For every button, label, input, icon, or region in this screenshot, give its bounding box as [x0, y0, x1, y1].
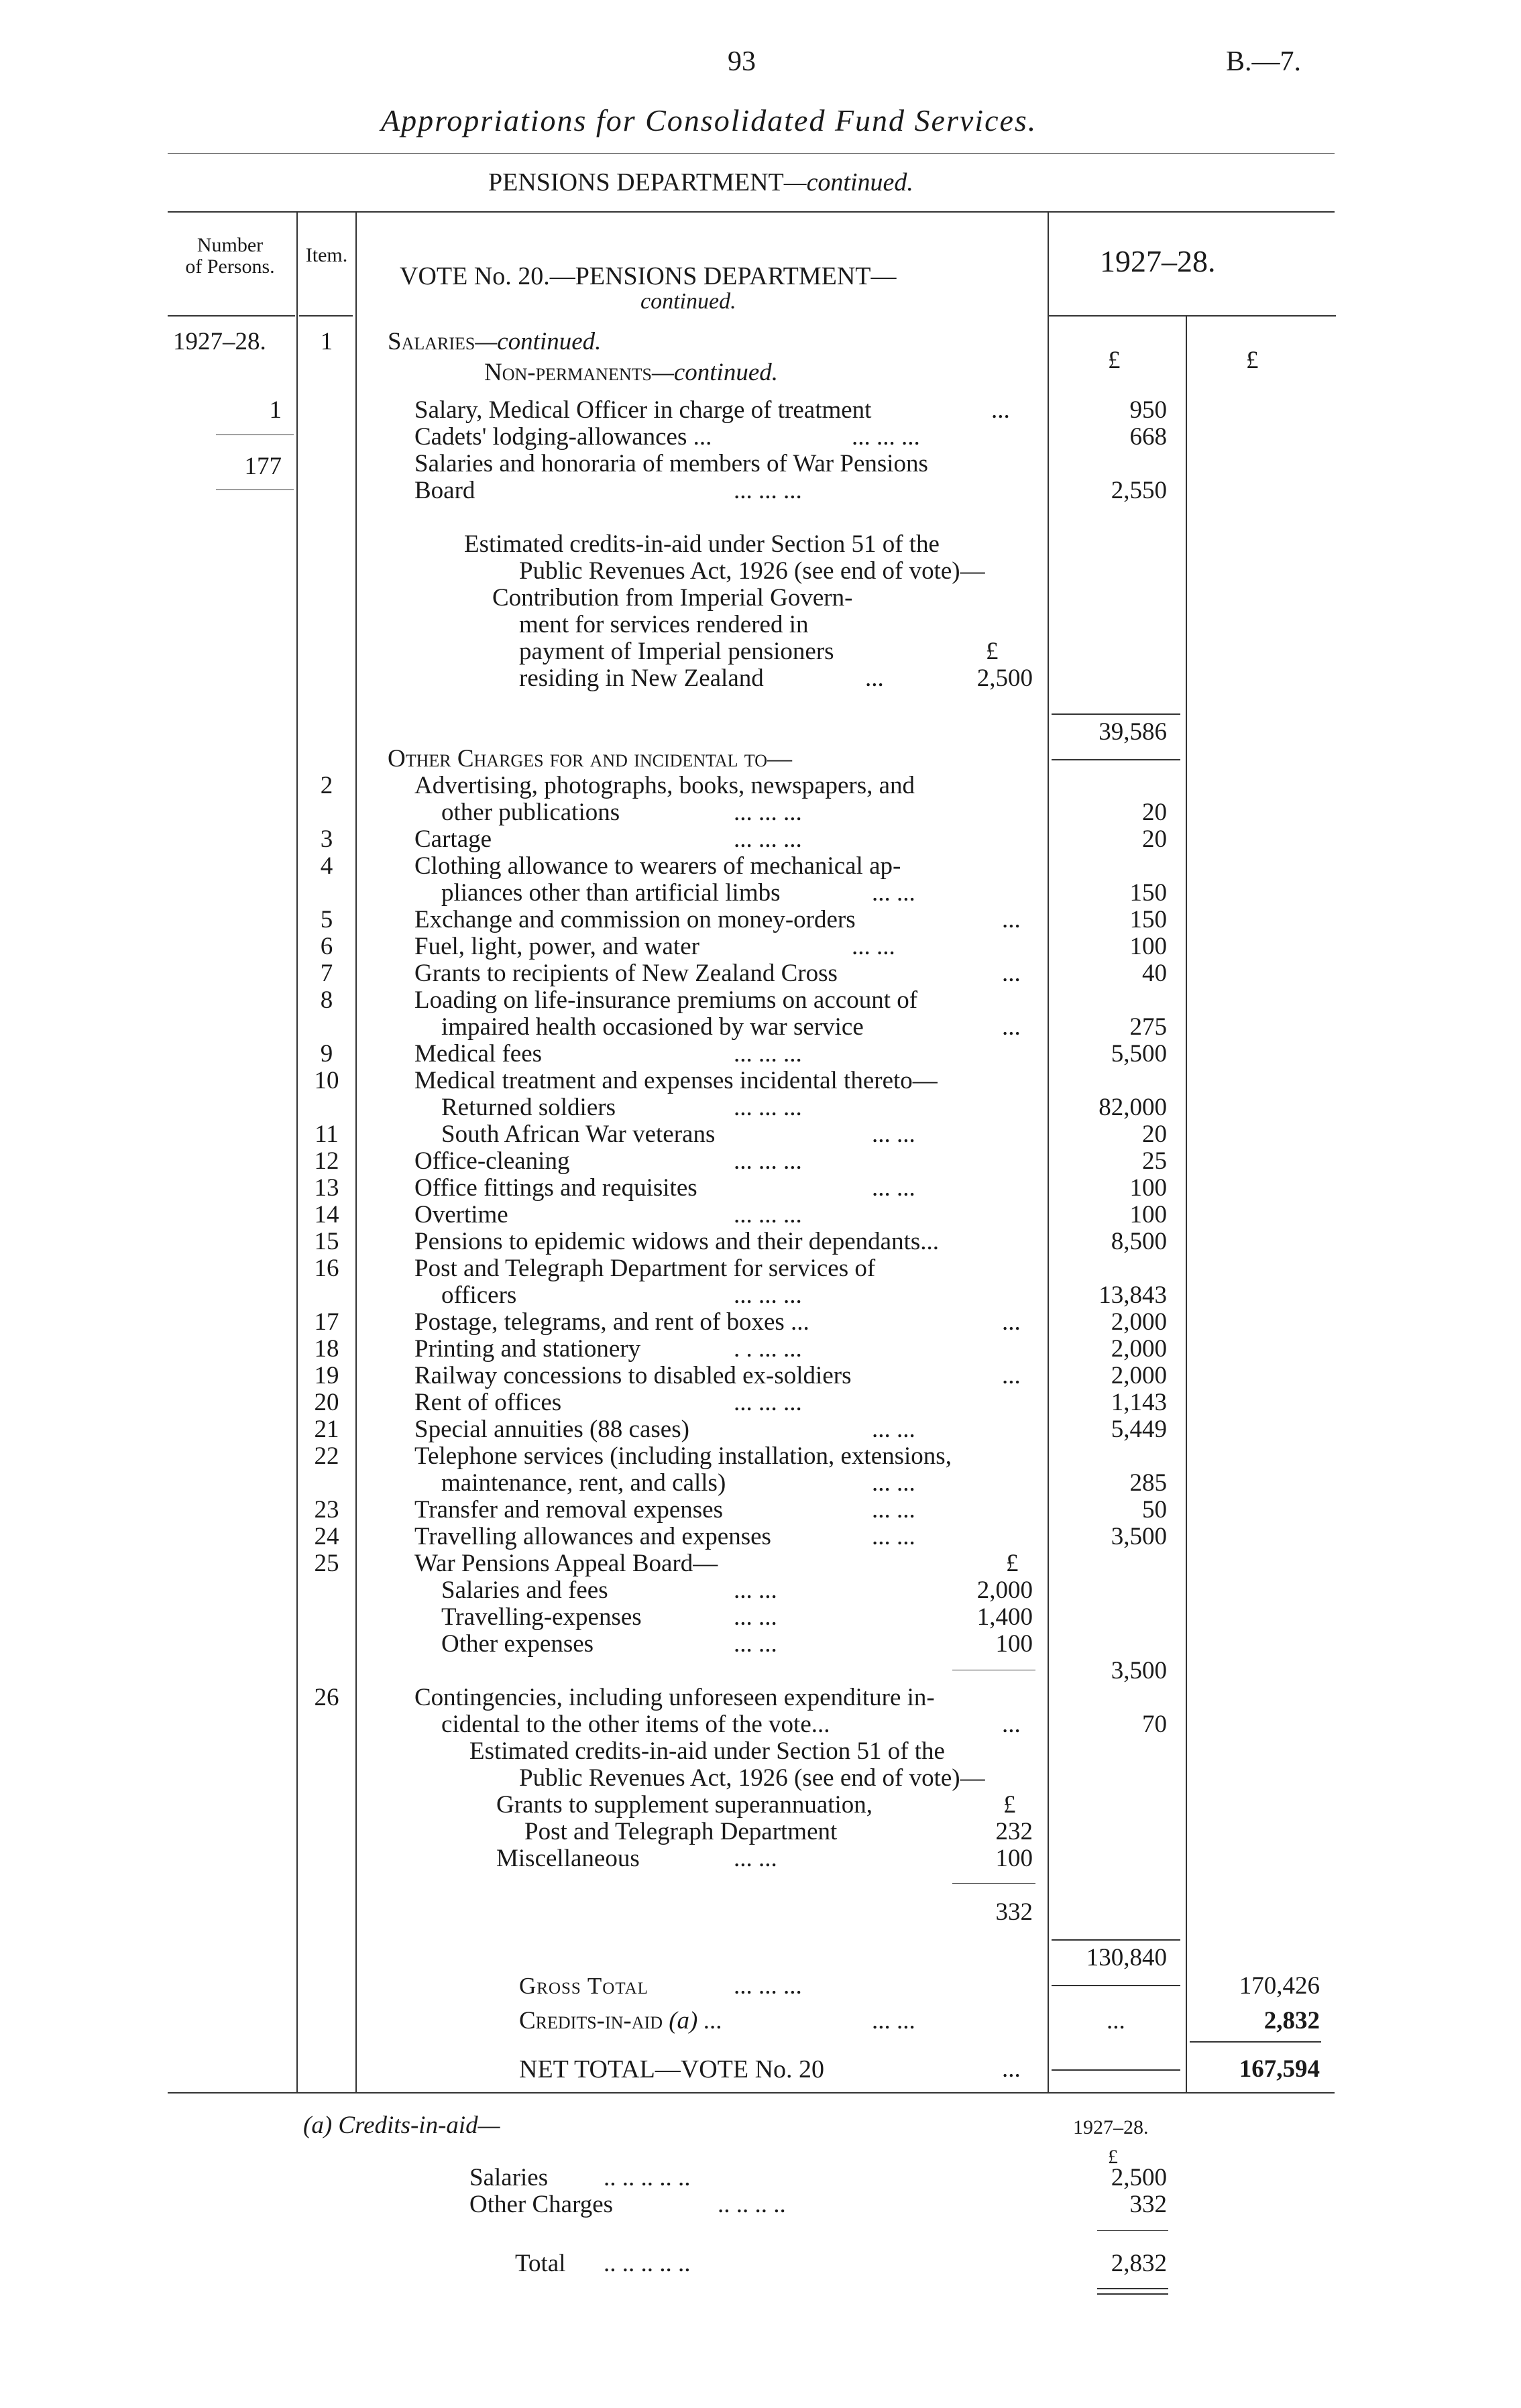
charge-amount: 25	[1142, 1147, 1167, 1175]
contingencies-label: Contingencies, including unforeseen expenditure in-	[414, 1684, 935, 1711]
charge-amount: 100	[1129, 1201, 1167, 1228]
leader-dots: ...	[1002, 1013, 1021, 1041]
leader-dots: ... ...	[872, 2007, 915, 2034]
charge-label: Travelling allowances and expenses	[414, 1523, 771, 1550]
leader-dots: .. .. .. .. ..	[604, 2164, 691, 2191]
item-number: 2	[320, 772, 333, 799]
pound-sign-col1: £	[1108, 347, 1121, 374]
charge-label: Grants to recipients of New Zealand Cross	[414, 960, 838, 987]
leader-dots: ... ... ...	[734, 1040, 802, 1068]
item-number: 24	[314, 1523, 339, 1550]
subtotal-rule	[1052, 759, 1180, 760]
charge-label: officers	[441, 1281, 517, 1309]
footnote-double-rule	[1097, 2293, 1168, 2295]
item-number: 8	[320, 986, 333, 1014]
charge-label: Exchange and commission on money-orders	[414, 906, 856, 933]
credits-rule	[952, 1883, 1035, 1884]
charge-label: South African War veterans	[441, 1121, 716, 1148]
header-rule	[168, 153, 1335, 154]
other-charges-heading: Other Charges for and incidental to—	[388, 745, 792, 772]
item-number: 13	[314, 1174, 339, 1202]
item-1: 1	[320, 328, 333, 355]
war-board-row-label: Travelling-expenses	[441, 1603, 642, 1631]
contingencies-amount: 70	[1142, 1711, 1167, 1738]
credits-line: Public Revenues Act, 1926 (see end of vote)—	[519, 557, 985, 585]
paper-reference: B.—7.	[1226, 46, 1302, 77]
subtotal-rule	[1052, 713, 1180, 715]
leader-dots: ...	[1002, 1711, 1021, 1738]
credits-in-aid-label: Credits-in-aid (a) ...	[519, 2007, 723, 2034]
charge-label: Pensions to epidemic widows and their dependants...	[414, 1228, 940, 1255]
credits-pound-sign: £	[986, 638, 999, 665]
persons-count: 177	[244, 453, 282, 480]
item-number: 19	[314, 1362, 339, 1389]
leader-dots: ... ...	[872, 1121, 915, 1148]
charge-amount: 20	[1142, 1121, 1167, 1148]
charge-amount: 5,449	[1111, 1416, 1167, 1443]
item-number: 5	[320, 906, 333, 933]
leader-dots: ...	[1002, 2055, 1021, 2083]
charge-amount: 20	[1142, 825, 1167, 853]
salary-row-label: Salaries and honoraria of members of War Pensions	[414, 450, 928, 477]
charge-amount: 3,500	[1111, 1523, 1167, 1550]
col-divider-amount	[1048, 211, 1049, 2092]
charge-amount: 275	[1129, 1013, 1167, 1041]
item-number: 22	[314, 1442, 339, 1470]
net-rule	[1190, 2041, 1321, 2043]
leader-dots: . . ... ...	[734, 1335, 802, 1363]
salary-row-label: Board	[414, 477, 475, 504]
left-year: 1927–28.	[173, 328, 266, 355]
credits-line: Public Revenues Act, 1926 (see end of vote)—	[519, 1764, 985, 1792]
item-number: 17	[314, 1308, 339, 1336]
charge-amount: 1,143	[1111, 1389, 1167, 1416]
gross-rule	[1052, 1985, 1180, 1986]
leader-dots: ... ... ...	[852, 423, 920, 451]
table-bottom-rule	[168, 2092, 1335, 2094]
footnote-double-rule	[1097, 2288, 1168, 2289]
charge-label: Clothing allowance to wearers of mechanical ap-	[414, 852, 901, 880]
salary-amount: 2,550	[1111, 477, 1167, 504]
item-number: 9	[320, 1040, 333, 1068]
charge-label: Loading on life-insurance premiums on account of	[414, 986, 918, 1014]
charge-label: Rent of offices	[414, 1389, 562, 1416]
department-heading: PENSIONS DEPARTMENT—continued.	[488, 168, 913, 196]
charge-label: Office-cleaning	[414, 1147, 570, 1175]
footnote-amount: 332	[1129, 2191, 1167, 2218]
leader-dots: ... ...	[872, 1174, 915, 1202]
item-number: 15	[314, 1228, 339, 1255]
credits-line: Post and Telegraph Department	[524, 1818, 838, 1845]
col-head-year-rule	[1048, 315, 1336, 317]
item-number: 7	[320, 960, 333, 987]
war-board-amount: 100	[995, 1630, 1033, 1658]
item-number: 18	[314, 1335, 339, 1363]
leader-dots: ... ... ...	[734, 799, 802, 826]
credits-line: payment of Imperial pensioners	[519, 638, 834, 665]
col-head-vote: VOTE No. 20.—PENSIONS DEPARTMENT—	[400, 262, 897, 290]
leader-dots: ... ...	[872, 1523, 915, 1550]
leader-dots: ... ...	[734, 1630, 777, 1658]
net-total-amount: 167,594	[1239, 2055, 1320, 2083]
item-number: 21	[314, 1416, 339, 1443]
credits-amount: 100	[995, 1845, 1033, 1872]
footnote-pound-sign: £	[1108, 2146, 1118, 2168]
col-head-persons: Number of Persons.	[185, 234, 275, 278]
leader-dots: .. .. .. ..	[718, 2191, 786, 2218]
page-number: 93	[728, 46, 756, 77]
credits-total: 332	[995, 1898, 1033, 1926]
item-number: 11	[315, 1121, 339, 1148]
war-board-amount: 1,400	[976, 1603, 1033, 1631]
persons-count: 1	[269, 396, 282, 424]
charge-label: Overtime	[414, 1201, 508, 1228]
leader-dots: ...	[1002, 960, 1021, 987]
charge-amount: 82,000	[1098, 1094, 1167, 1121]
leader-dots: ... ... ...	[734, 1147, 802, 1175]
leader-dots: ... ...	[734, 1845, 777, 1872]
charge-label: Post and Telegraph Department for services of	[414, 1255, 876, 1282]
charge-label: Cartage	[414, 825, 492, 853]
charge-label: impaired health occasioned by war service	[441, 1013, 864, 1041]
salaries-subtotal: 39,586	[1098, 718, 1167, 746]
war-board-total: 3,500	[1111, 1657, 1167, 1684]
pound-sign-col2: £	[1246, 347, 1259, 374]
war-board-label: War Pensions Appeal Board—	[414, 1550, 718, 1577]
charge-label: Postage, telegrams, and rent of boxes ...	[414, 1308, 809, 1336]
net-total-label: NET TOTAL—VOTE No. 20	[519, 2055, 825, 2083]
table-top-rule	[168, 211, 1335, 213]
col-head-item-rule	[299, 315, 353, 317]
leader-dots: ... ... ...	[734, 1094, 802, 1121]
charge-label: Medical treatment and expenses incidental thereto—	[414, 1067, 938, 1094]
item-number: 16	[314, 1255, 339, 1282]
item-number: 25	[314, 1550, 339, 1577]
subtotal-rule	[1052, 1939, 1180, 1941]
charge-label: Advertising, photographs, books, newspapers, and	[414, 772, 915, 799]
credits-line: ment for services rendered in	[519, 611, 809, 638]
charge-label: maintenance, rent, and calls)	[441, 1469, 726, 1497]
charge-label: Returned soldiers	[441, 1094, 616, 1121]
leader-dots: ...	[1002, 906, 1021, 933]
charge-label: Special annuities (88 cases)	[414, 1416, 689, 1443]
leader-dots: ... ...	[734, 1576, 777, 1604]
war-board-row-label: Salaries and fees	[441, 1576, 608, 1604]
col-head-persons-rule	[168, 315, 295, 317]
footnote-rule	[1097, 2230, 1168, 2231]
charge-label: Telephone services (including installation, extensions,	[414, 1442, 952, 1470]
charge-amount: 50	[1142, 1496, 1167, 1524]
leader-dots: ... ... ...	[734, 477, 802, 504]
footnote-total-label: Total	[515, 2250, 566, 2277]
charge-amount: 2,000	[1111, 1308, 1167, 1336]
charge-label: other publications	[441, 799, 620, 826]
salaries-heading: Salaries—continued.	[388, 328, 602, 355]
charge-amount: 8,500	[1111, 1228, 1167, 1255]
leader-dots: ... ...	[872, 1469, 915, 1497]
credits-amount: 232	[995, 1818, 1033, 1845]
charge-amount: 100	[1129, 1174, 1167, 1202]
credits-in-aid-amount: 2,832	[1263, 2007, 1320, 2034]
charge-amount: 150	[1129, 879, 1167, 907]
charge-label: Printing and stationery	[414, 1335, 641, 1363]
charge-label: Transfer and removal expenses	[414, 1496, 723, 1524]
leader-dots: ... ... ...	[734, 1389, 802, 1416]
charge-amount: 285	[1129, 1469, 1167, 1497]
charge-amount: 40	[1142, 960, 1167, 987]
col-head-vote-cont: continued.	[640, 289, 736, 314]
credits-line: residing in New Zealand	[519, 665, 764, 692]
item-number: 10	[314, 1067, 339, 1094]
salary-row-label: Cadets' lodging-allowances ...	[414, 423, 712, 451]
col-divider-total	[1186, 315, 1187, 2092]
item-number: 26	[314, 1684, 339, 1711]
credits-line: Estimated credits-in-aid under Section 51 of the	[464, 530, 940, 558]
charge-amount: 20	[1142, 799, 1167, 826]
leader-dots: ... ...	[872, 1416, 915, 1443]
col-divider-item	[355, 211, 357, 2092]
col-head-year: 1927–28.	[1100, 244, 1216, 278]
leader-dots: ... ...	[872, 1496, 915, 1524]
leader-dots: ... ... ...	[734, 1281, 802, 1309]
charge-label: pliances other than artificial limbs	[441, 879, 781, 907]
item-number: 20	[314, 1389, 339, 1416]
leader-dots: ...	[1002, 1362, 1021, 1389]
credits-line: Contribution from Imperial Govern-	[492, 584, 853, 612]
leader-dots: ... ... ...	[734, 1972, 802, 2000]
charge-label: Fuel, light, power, and water	[414, 933, 699, 960]
leader-dots: ...	[1002, 1308, 1021, 1336]
salary-amount: 668	[1129, 423, 1167, 451]
gross-total-label: Gross Total	[519, 1973, 649, 1999]
leader-dots: .. .. .. .. ..	[604, 2250, 691, 2277]
leader-dots: ...	[865, 665, 884, 692]
charge-amount: 2,000	[1111, 1335, 1167, 1363]
footnote-label: (a) Credits-in-aid—	[303, 2112, 500, 2139]
gross-total-amount: 170,426	[1239, 1972, 1320, 2000]
other-charges-subtotal: 130,840	[1086, 1944, 1167, 1971]
footnote-row-label: Salaries	[469, 2164, 549, 2191]
war-board-row-label: Other expenses	[441, 1630, 594, 1658]
war-board-pound-sign: £	[1006, 1550, 1019, 1577]
footnote-total-amount: 2,832	[1111, 2250, 1167, 2277]
charge-amount: 150	[1129, 906, 1167, 933]
leader-dots: ... ... ...	[734, 825, 802, 853]
item-number: 14	[314, 1201, 339, 1228]
war-board-amount: 2,000	[976, 1576, 1033, 1604]
leader-dots: ... ...	[852, 933, 895, 960]
credits-pound-sign: £	[1003, 1791, 1016, 1819]
nonpermanents-heading: Non-permanents—continued.	[484, 359, 779, 386]
item-number: 4	[320, 852, 333, 880]
col-head-item: Item.	[305, 244, 348, 266]
credits-amount: 2,500	[976, 665, 1033, 692]
charge-label: Office fittings and requisites	[414, 1174, 697, 1202]
charge-label: Medical fees	[414, 1040, 543, 1068]
leader-dots: ...	[1107, 2007, 1125, 2034]
leader-dots: ... ... ...	[734, 1201, 802, 1228]
footnote-year: 1927–28.	[1073, 2116, 1149, 2138]
charge-amount: 13,843	[1098, 1281, 1167, 1309]
item-number: 23	[314, 1496, 339, 1524]
net-column-rule	[1052, 2069, 1180, 2071]
leader-dots: ...	[991, 396, 1010, 424]
charge-amount: 2,000	[1111, 1362, 1167, 1389]
item-number: 3	[320, 825, 333, 853]
charge-label: Railway concessions to disabled ex-soldiers	[414, 1362, 852, 1389]
charge-amount: 100	[1129, 933, 1167, 960]
contingencies-label: cidental to the other items of the vote...	[441, 1711, 830, 1738]
credits-line: Estimated credits-in-aid under Section 51 of the	[469, 1737, 945, 1765]
item-number: 6	[320, 933, 333, 960]
page-title: Appropriations for Consolidated Fund Services.	[381, 103, 1037, 137]
footnote-row-label: Other Charges	[469, 2191, 614, 2218]
footnote-amount: 2,500	[1111, 2164, 1167, 2191]
salary-amount: 950	[1129, 396, 1167, 424]
salary-row-label: Salary, Medical Officer in charge of treatment	[414, 396, 872, 424]
credits-line: Miscellaneous	[496, 1845, 640, 1872]
leader-dots: ... ...	[734, 1603, 777, 1631]
item-number: 12	[314, 1147, 339, 1175]
credits-line: Grants to supplement superannuation,	[496, 1791, 873, 1819]
charge-amount: 5,500	[1111, 1040, 1167, 1068]
leader-dots: ... ...	[872, 879, 915, 907]
